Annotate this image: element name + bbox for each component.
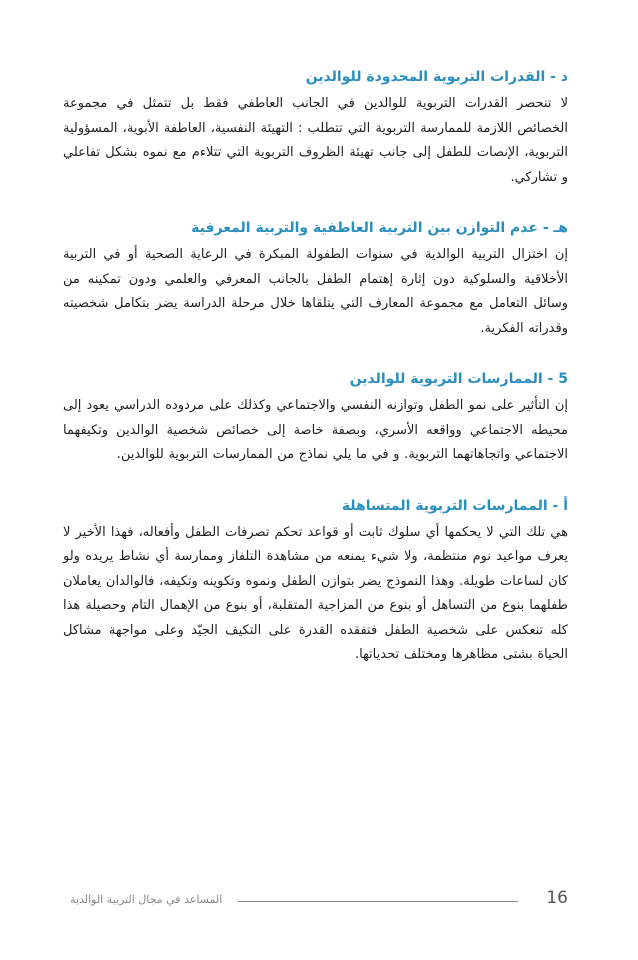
page-content	[63, 66, 568, 695]
section-limited-parental-abilities	[63, 66, 568, 190]
section-emotional-cognitive-imbalance	[63, 217, 568, 341]
section-heading: هـ - عدم التوازن بين التربية العاطفية والتربية المعرفية	[191, 220, 568, 236]
section-heading: د - القدرات التربوية المحدودة للوالدين	[305, 69, 568, 85]
section-paragraph: هي تلك التي لا يحكمها أي سلوك ثابت أو قواعد تحكم تصرفات الطفل وأفعاله، فهذا الأخير لا يعرف مواعيد نوم منتظمة، ولا شيء يمنعه من مشاهدة التلفاز وممارسة أي نشاط يريده ولو كان لساعات طويلة. وهذا النموذج يضر بتوازن الطفل ونموه وتكوينه وتكيفه، فالوالدان يعاملان طفلهما بنوع من التساهل أو بنوع من المزاجية المتقلبة، أو بنوع من الإهمال التام وحصيلة هذا كله تنعكس على شخصية الطفل فتفقده القدرة على التكيف الجيّد وعلى مواجهة مشاكل الحياة بشتى مظاهرها ومختلف تحدياتها.	[63, 524, 568, 662]
section-heading: 5 - الممارسات التربوية للوالدين	[349, 371, 568, 387]
section-paragraph: لا تنحصر القدرات التربوية للوالدين في الجانب العاطفي فقط بل تتمثل في مجموعة الخصائص اللازمة للممارسة التربوية التي تتطلب : التهيئة النفسية، العاطفة الأبوية، المسؤولية التربوية، الإنصات للطفل إلى جانب تهيئة الظروف التربوية التي تتلاءم مع نموه بشكل تفاعلي و تشاركي.	[63, 96, 568, 185]
section-permissive-practices	[63, 495, 568, 668]
section-parental-practices	[63, 368, 568, 468]
section-paragraph: إن اختزال التربية الوالدية في سنوات الطفولة المبكرة في الرعاية الصحية أو في التربية الأخلاقية والسلوكية دون إثارة إهتمام الطفل بالجانب المعرفي والعلمي ودون تمكينه من وسائل التعامل مع مجموعة المعارف التي يتلقاها خلال مرحلة الدراسة يضر بتكامل شخصيته وقدراته الفكرية.	[63, 247, 568, 336]
page-number: 16	[546, 888, 568, 908]
page-footer	[70, 886, 568, 916]
footer-divider	[238, 901, 518, 902]
section-paragraph: إن التأثير على نمو الطفل وتوازنه النفسي والاجتماعي وكذلك على مردوده الدراسي يعود إلى محيطه الاجتماعي وواقعه الأسري، وبصفة خاصة إلى خصائص شخصية الوالدين وتكيفهما الاجتماعي واتجاهاتهما التربوية. و في ما يلي نماذج من الممارسات التربوية للوالدين.	[63, 398, 568, 462]
footer-book-title: المساعد في مجال التربية الوالدية	[70, 893, 223, 906]
section-heading: أ - الممارسات التربوية المتساهلة	[341, 497, 568, 514]
